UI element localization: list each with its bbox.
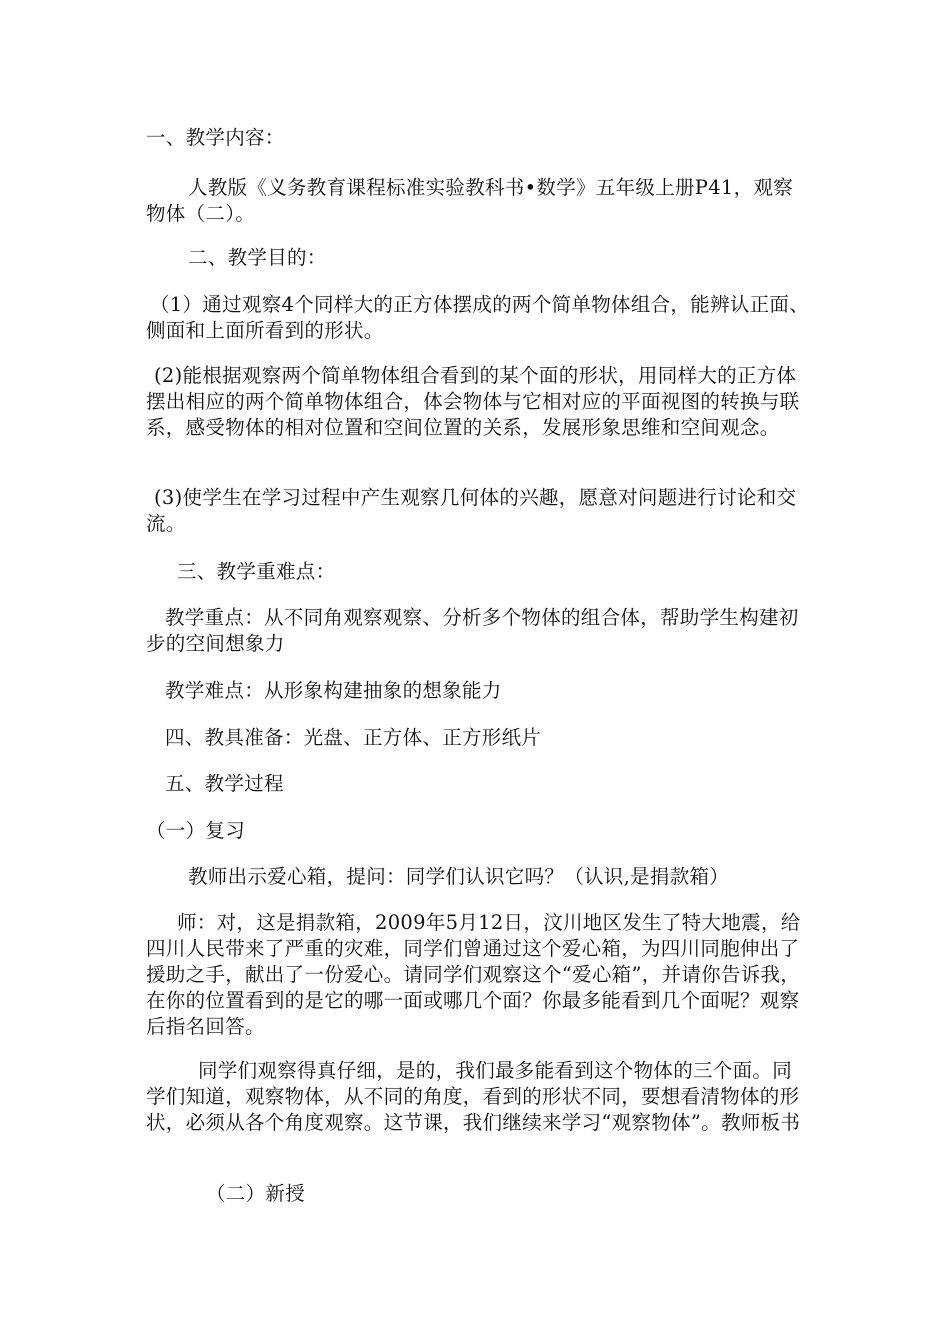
objective-1: （1）通过观察4个同样大的正方体摆成的两个简单物体组合，能辨认正面、侧面和上面所看到的形状。 [146,293,810,342]
objective-3: (3)使学生在学习过程中产生观察几何体的兴趣，愿意对问题进行讨论和交流。 [146,486,797,535]
paragraph-teacher-question: 教师出示爱心箱，提问：同学们认识它吗？（认识,是捐款箱） [188,865,730,888]
heading-key-difficult-points: 三、教学重难点： [177,560,336,583]
objective-2: (2)能根据观察两个简单物体组合看到的某个面的形状，用同样大的正方体摆出相应的两个简单物体组合，体会物体与它相对应的平面视图的转换与联系，感受物体的相对位置和空间位置的关系，发展形象思维和空间观念。 [146,364,800,439]
subheading-new-lesson: （二）新授 [206,1182,306,1205]
paragraph-textbook-reference: 人教版《义务教育课程标准实验教科书•数学》五年级上册P41，观察物体（二）。 [146,176,794,225]
heading-teaching-aids: 四、教具准备：光盘、正方体、正方形纸片 [165,726,542,749]
paragraph-difficult-point: 教学难点：从形象构建抽象的想象能力 [165,679,502,702]
paragraph-teacher-explanation: 师：对，这是捐款箱，2009年5月12日，汶川地区发生了特大地震，给四川人民带来了严重的灾难，同学们曾通过这个爱心箱，为四川同胞伸出了援助之手，献出了一份爱心。请同学们观察这个“爱心箱”，并请你告诉我，在你的位置看到的是它的哪一面或哪几个面？你最多能看到几个面呢？观察后指名回答。 [146,911,801,1038]
heading-teaching-process: 五、教学过程 [165,772,284,795]
paragraph-key-point: 教学重点：从不同角观察观察、分析多个物体的组合体，帮助学生构建初步的空间想象力 [146,606,799,655]
paragraph-observation-summary: 同学们观察得真仔细，是的，我们最多能看到这个物体的三个面。同学们知道，观察物体，从不同的角度，看到的形状不同，要想看清物体的形状，必须从各个角度观察。这节课，我们继续来学习“观察物体”。教师板书 [146,1059,801,1134]
subheading-review: （一）复习 [146,819,246,842]
heading-teaching-content: 一、教学内容： [146,126,285,149]
heading-teaching-objectives: 二、教学目的： [188,246,327,269]
